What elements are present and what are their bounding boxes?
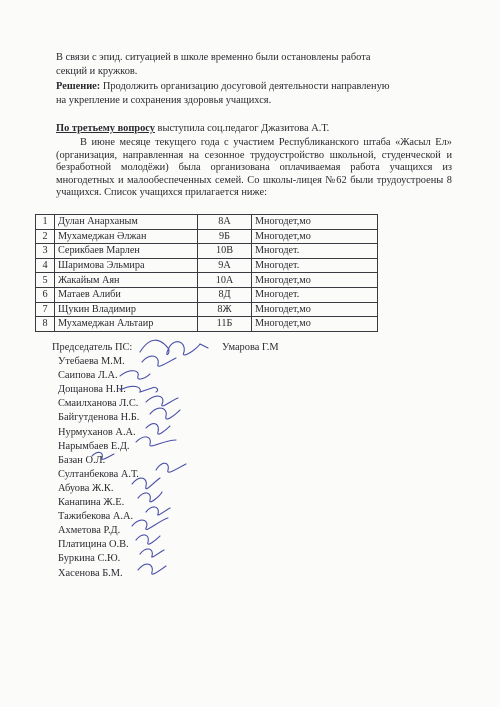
student-class: 8Д	[198, 287, 252, 302]
member-name: Саипова Л.А.	[58, 370, 118, 382]
member-name: Базан О.Л.	[58, 454, 106, 466]
signature-4	[146, 396, 178, 406]
student-number: 6	[36, 287, 55, 302]
student-status: Многодет,мо	[252, 215, 378, 230]
student-status: Многодет,мо	[252, 302, 378, 317]
member-name: Платицина О.В.	[58, 539, 129, 551]
signature-13	[132, 518, 168, 529]
signature-7	[136, 437, 176, 446]
table-row	[36, 287, 378, 302]
table-row	[36, 302, 378, 317]
member-name: Ахметова Р.Д.	[58, 525, 121, 537]
member-name: Нурмуханов А.А.	[58, 426, 136, 438]
student-class: 8Ж	[198, 302, 252, 317]
member-name: Нарымбаев Е.Д.	[58, 440, 130, 452]
students-table	[35, 214, 378, 332]
student-name: Шаримова Эльмира	[55, 258, 198, 273]
table-row	[36, 215, 378, 230]
table-row	[36, 317, 378, 332]
table-row	[36, 258, 378, 273]
member-name: Буркина С.Ю.	[58, 553, 121, 565]
signature-5	[150, 408, 180, 419]
third-question-text: В июне месяце текущего года с участием Республиканского штаба «Жасыл Ел» (организация, направленная на сезонное трудоустройство школьной, студенческой и безработной молодёжи) была организована оплачиваемая работа учащихся из многодетных и малообеспеченных семей. Со школы-лицея №62 были трудоустроены 8 учащихся. Список учащихся прилагается ниже:	[56, 137, 452, 199]
chair-name: Умарова Г.М	[222, 342, 279, 353]
student-number: 7	[36, 302, 55, 317]
decision-line-2: на укрепление и сохранения здоровья учащихся.	[56, 95, 272, 106]
member-name: Байгутденова Н.Б.	[58, 412, 140, 424]
student-name: Жакайым Аян	[55, 273, 198, 288]
student-class: 10А	[198, 273, 252, 288]
student-status: Многодет.	[252, 244, 378, 259]
signature-9	[156, 463, 186, 472]
student-class: 9Б	[198, 229, 252, 244]
situation-line-1: В связи с эпид. ситуацией в школе временно были остановлены работа	[56, 52, 371, 63]
situation-line-2: секций и кружков.	[56, 66, 138, 77]
signature-1	[142, 356, 176, 366]
student-number: 3	[36, 244, 55, 259]
student-name: Матаев Алиби	[55, 287, 198, 302]
decision-line-1	[56, 81, 390, 94]
signature-6	[146, 424, 170, 435]
third-question-heading	[56, 123, 329, 136]
third-question-speaker: выступила соц.педагог Джазитова А.Т.	[154, 123, 330, 134]
student-name: Мухамеджан Әлжан	[55, 229, 198, 244]
student-class: 8А	[198, 215, 252, 230]
member-name: Султанбекова А.Т.	[58, 468, 139, 480]
table-row	[36, 273, 378, 288]
student-name: Серикбаев Марлен	[55, 244, 198, 259]
student-name: Щукин Владимир	[55, 302, 198, 317]
student-class: 10В	[198, 244, 252, 259]
signature-11	[138, 492, 162, 502]
table-row	[36, 244, 378, 259]
student-number: 8	[36, 317, 55, 332]
signature-15	[140, 549, 164, 557]
student-status: Многодет,мо	[252, 273, 378, 288]
student-name: Мухамеджан Альтаир	[55, 317, 198, 332]
member-name: Тажибекова А.А.	[58, 511, 134, 523]
chair-label: Председатель ПС:	[52, 342, 133, 353]
student-number: 4	[36, 258, 55, 273]
member-name: Хасенова Б.М.	[58, 567, 123, 579]
student-status: Многодет.	[252, 287, 378, 302]
student-number: 1	[36, 215, 55, 230]
decision-label: Решение:	[56, 81, 101, 92]
table-row	[36, 229, 378, 244]
member-name: Дощанова Н.Н.	[58, 384, 126, 396]
student-status: Многодет.	[252, 258, 378, 273]
signature-12	[146, 507, 170, 515]
member-name: Канапина Ж.Е.	[58, 497, 125, 508]
student-name: Дулан Анарханым	[55, 215, 198, 230]
student-status: Многодет,мо	[252, 229, 378, 244]
member-name: Смаилханова Л.С.	[58, 398, 139, 410]
signature-16	[138, 564, 166, 574]
decision-text: Продолжить организацию досуговой деятельности направленую	[100, 81, 390, 92]
member-name: Утебаева М.М.	[58, 356, 125, 367]
signature-14	[136, 535, 160, 544]
student-class: 9А	[198, 258, 252, 273]
signature-2	[120, 371, 150, 379]
student-number: 5	[36, 273, 55, 288]
student-class: 11Б	[198, 317, 252, 332]
student-number: 2	[36, 229, 55, 244]
third-question-label: По третьему вопросу	[56, 123, 155, 134]
member-name: Абуова Ж.К.	[58, 482, 114, 494]
student-status: Многодет,мо	[252, 317, 378, 332]
signature-chair	[140, 340, 208, 355]
